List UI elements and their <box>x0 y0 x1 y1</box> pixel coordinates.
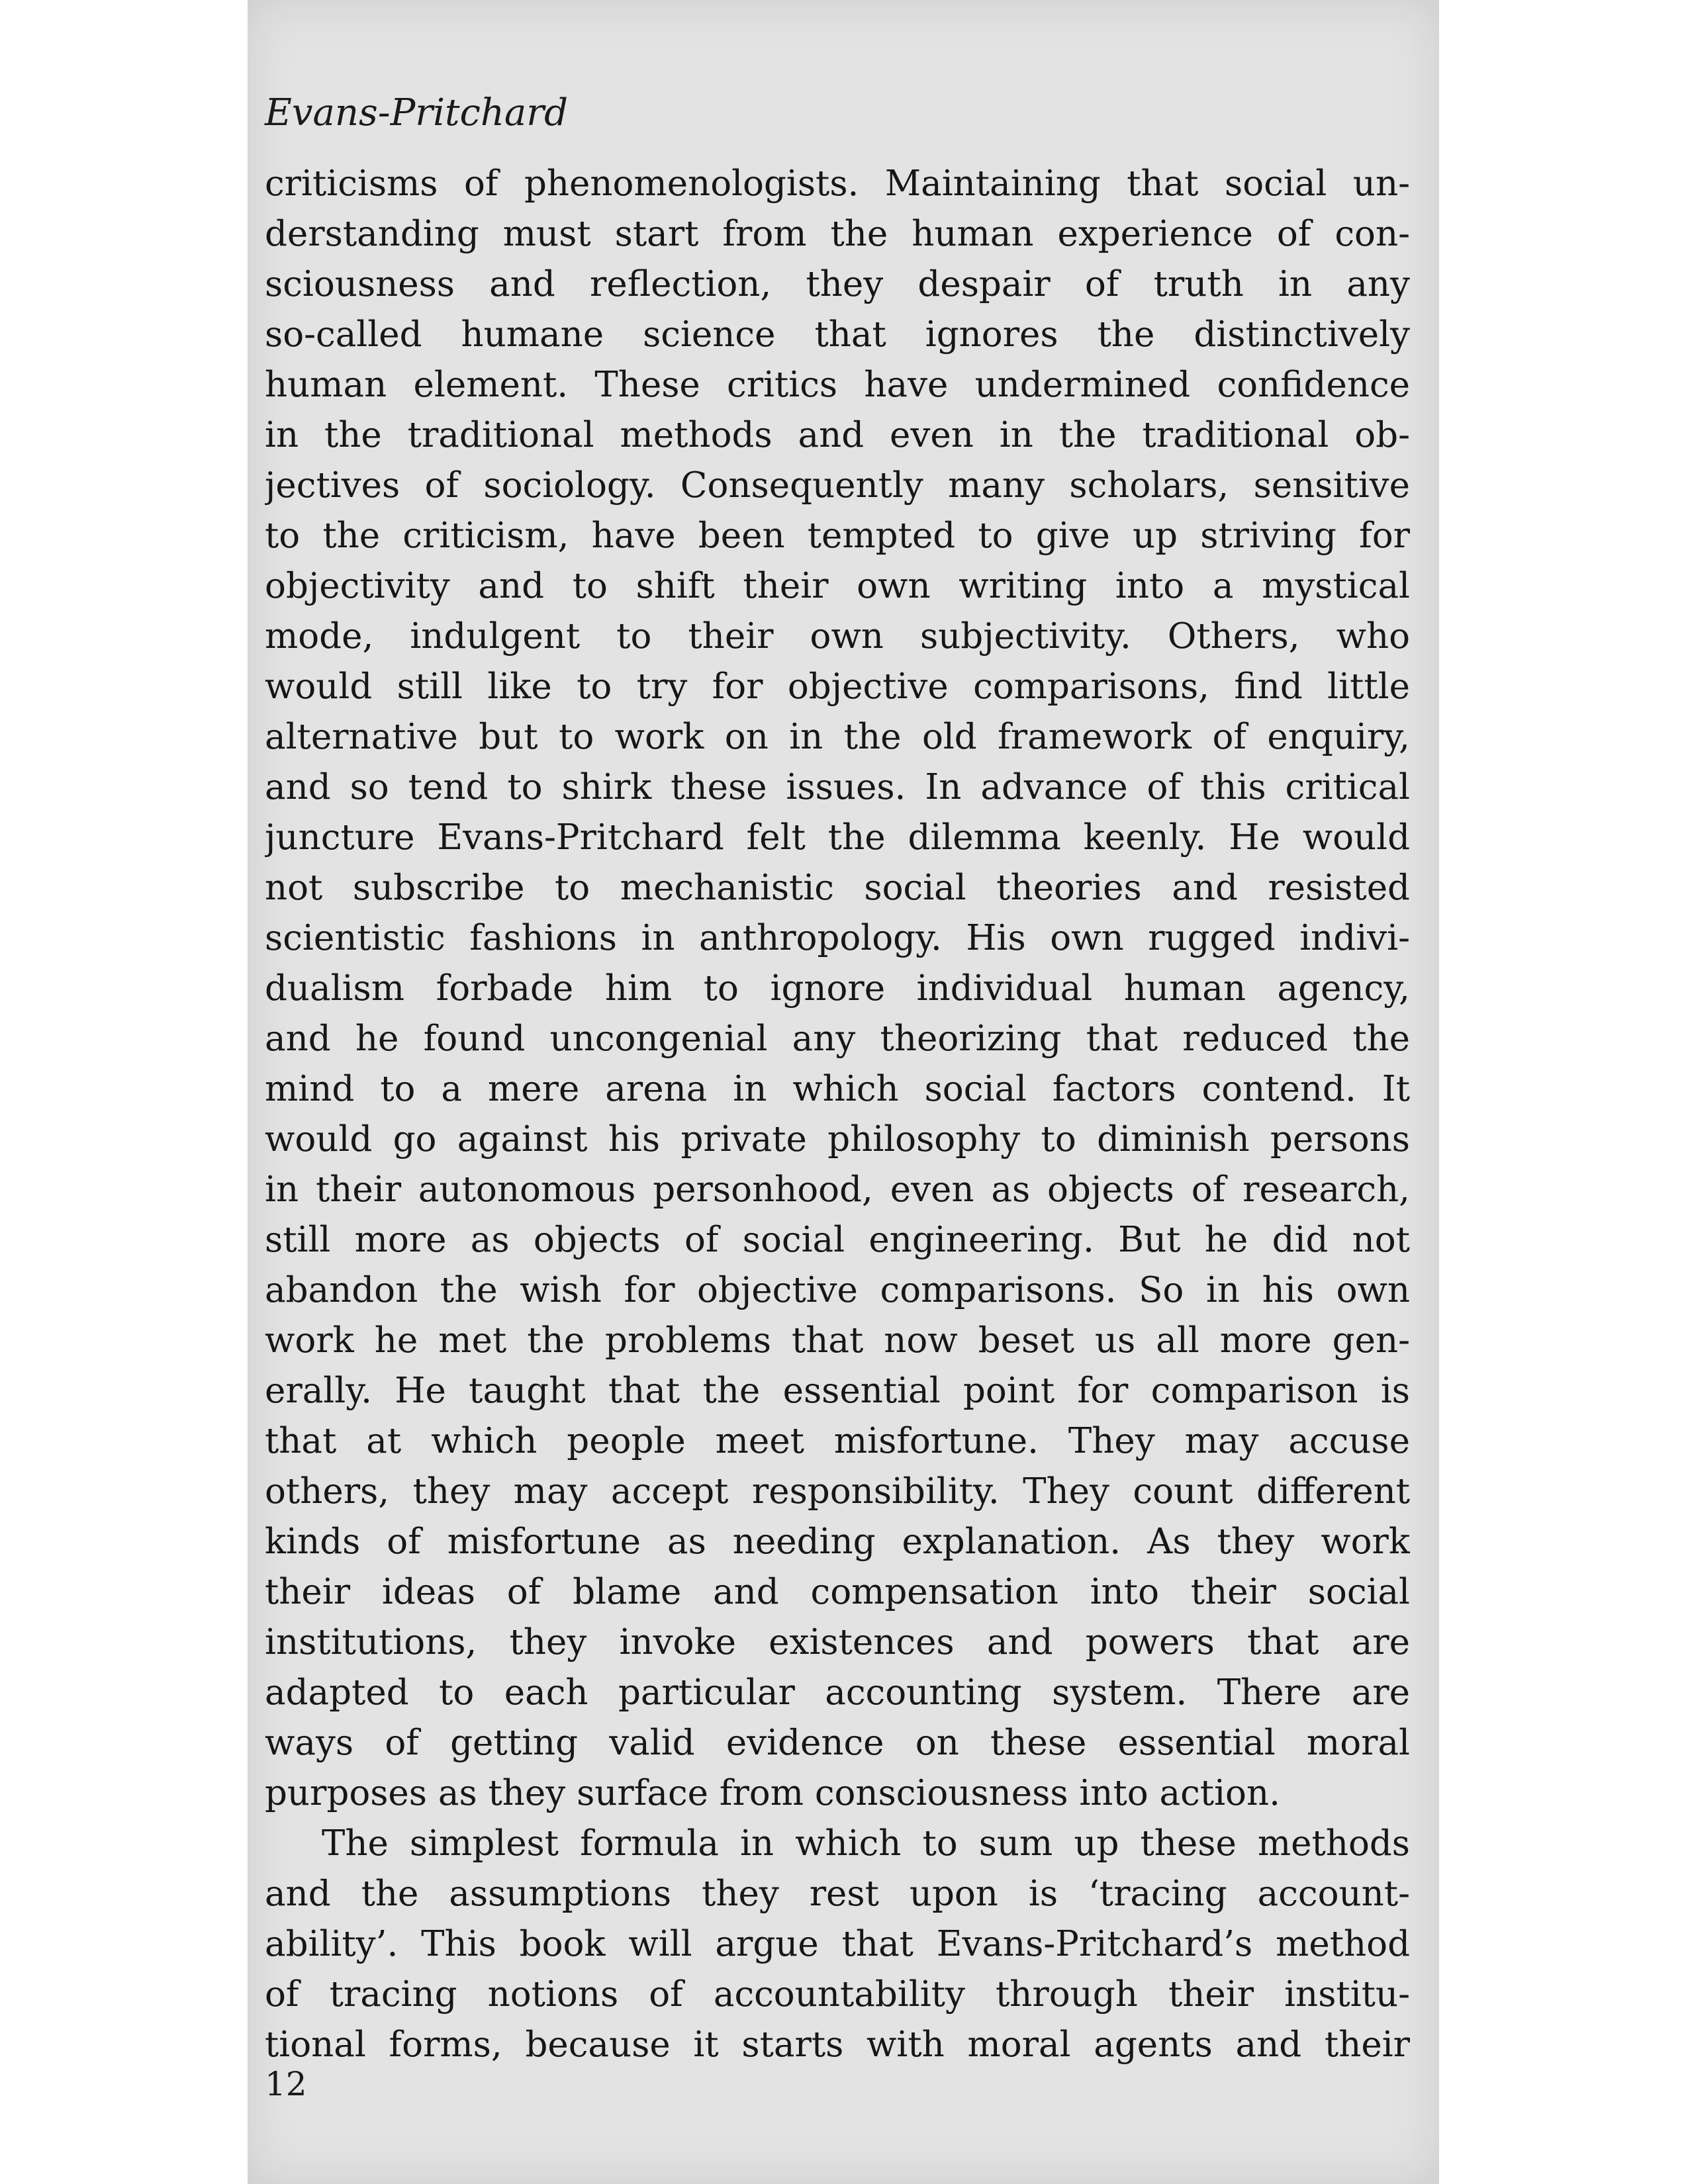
text-line: in the traditional methods and even in the traditional ob- <box>265 415 1410 455</box>
paragraph-2 <box>265 1819 1410 2070</box>
text-line: would still like to try for objective comparisons, find little <box>265 666 1410 707</box>
text-line: and he found uncongenial any theorizing that reduced the <box>265 1019 1410 1059</box>
text-line: mode, indulgent to their own subjectivity. Others, who <box>265 616 1410 657</box>
text-line: and the assumptions they rest upon is ‘tracing account- <box>265 1874 1410 1914</box>
page-number: 12 <box>265 2065 307 2103</box>
text-line: work he met the problems that now beset us all more gen- <box>265 1320 1410 1361</box>
text-line: to the criticism, have been tempted to give up striving for <box>265 516 1410 556</box>
text-line: adapted to each particular accounting system. There are <box>265 1672 1410 1713</box>
text-line: that at which people meet misfortune. They may accuse <box>265 1421 1410 1461</box>
text-line: human element. These critics have undermined confidence <box>265 365 1410 405</box>
text-line: institutions, they invoke existences and powers that are <box>265 1622 1410 1662</box>
text-line: so-called humane science that ignores the distinctively <box>265 314 1410 355</box>
text-line: of tracing notions of accountability through their institu- <box>265 1974 1410 2015</box>
body-text <box>265 159 1410 2070</box>
text-line: tional forms, because it starts with moral agents and their <box>265 2025 1410 2065</box>
text-line: in their autonomous personhood, even as objects of research, <box>265 1169 1410 1210</box>
text-line: purposes as they surface from consciousness into action. <box>265 1773 1280 1813</box>
text-line: criticisms of phenomenologists. Maintaining that social un- <box>265 163 1410 204</box>
text-line: others, they may accept responsibility. They count different <box>265 1471 1410 1512</box>
text-line: still more as objects of social engineering. But he did not <box>265 1220 1410 1260</box>
text-line: alternative but to work on in the old framework of enquiry, <box>265 717 1410 757</box>
running-head: Evans-Pritchard <box>265 91 568 134</box>
text-line: abandon the wish for objective comparisons. So in his own <box>265 1270 1410 1310</box>
text-line: and so tend to shirk these issues. In advance of this critical <box>265 767 1410 807</box>
text-line: sciousness and reflection, they despair of truth in any <box>265 264 1410 304</box>
text-line: their ideas of blame and compensation into their social <box>265 1572 1410 1612</box>
text-line: ways of getting valid evidence on these essential moral <box>265 1723 1410 1763</box>
text-line: mind to a mere arena in which social factors contend. It <box>265 1069 1410 1109</box>
text-line: erally. He taught that the essential point for comparison is <box>265 1371 1410 1411</box>
paragraph-1 <box>265 159 1410 1819</box>
text-line: juncture Evans-Pritchard felt the dilemma keenly. He would <box>265 817 1410 858</box>
text-line: The simplest formula in which to sum up these methods <box>322 1823 1410 1864</box>
text-line: kinds of misfortune as needing explanation. As they work <box>265 1522 1410 1562</box>
text-line: ability’. This book will argue that Evans-Pritchard’s method <box>265 1924 1410 1964</box>
text-line: jectives of sociology. Consequently many scholars, sensitive <box>265 465 1410 506</box>
text-line: scientistic fashions in anthropology. His own rugged indivi- <box>265 918 1410 958</box>
text-line: not subscribe to mechanistic social theories and resisted <box>265 868 1410 908</box>
text-line: dualism forbade him to ignore individual human agency, <box>265 968 1410 1009</box>
text-line: objectivity and to shift their own writing into a mystical <box>265 566 1410 606</box>
text-line: would go against his private philosophy to diminish persons <box>265 1119 1410 1160</box>
text-line: derstanding must start from the human experience of con- <box>265 214 1410 254</box>
